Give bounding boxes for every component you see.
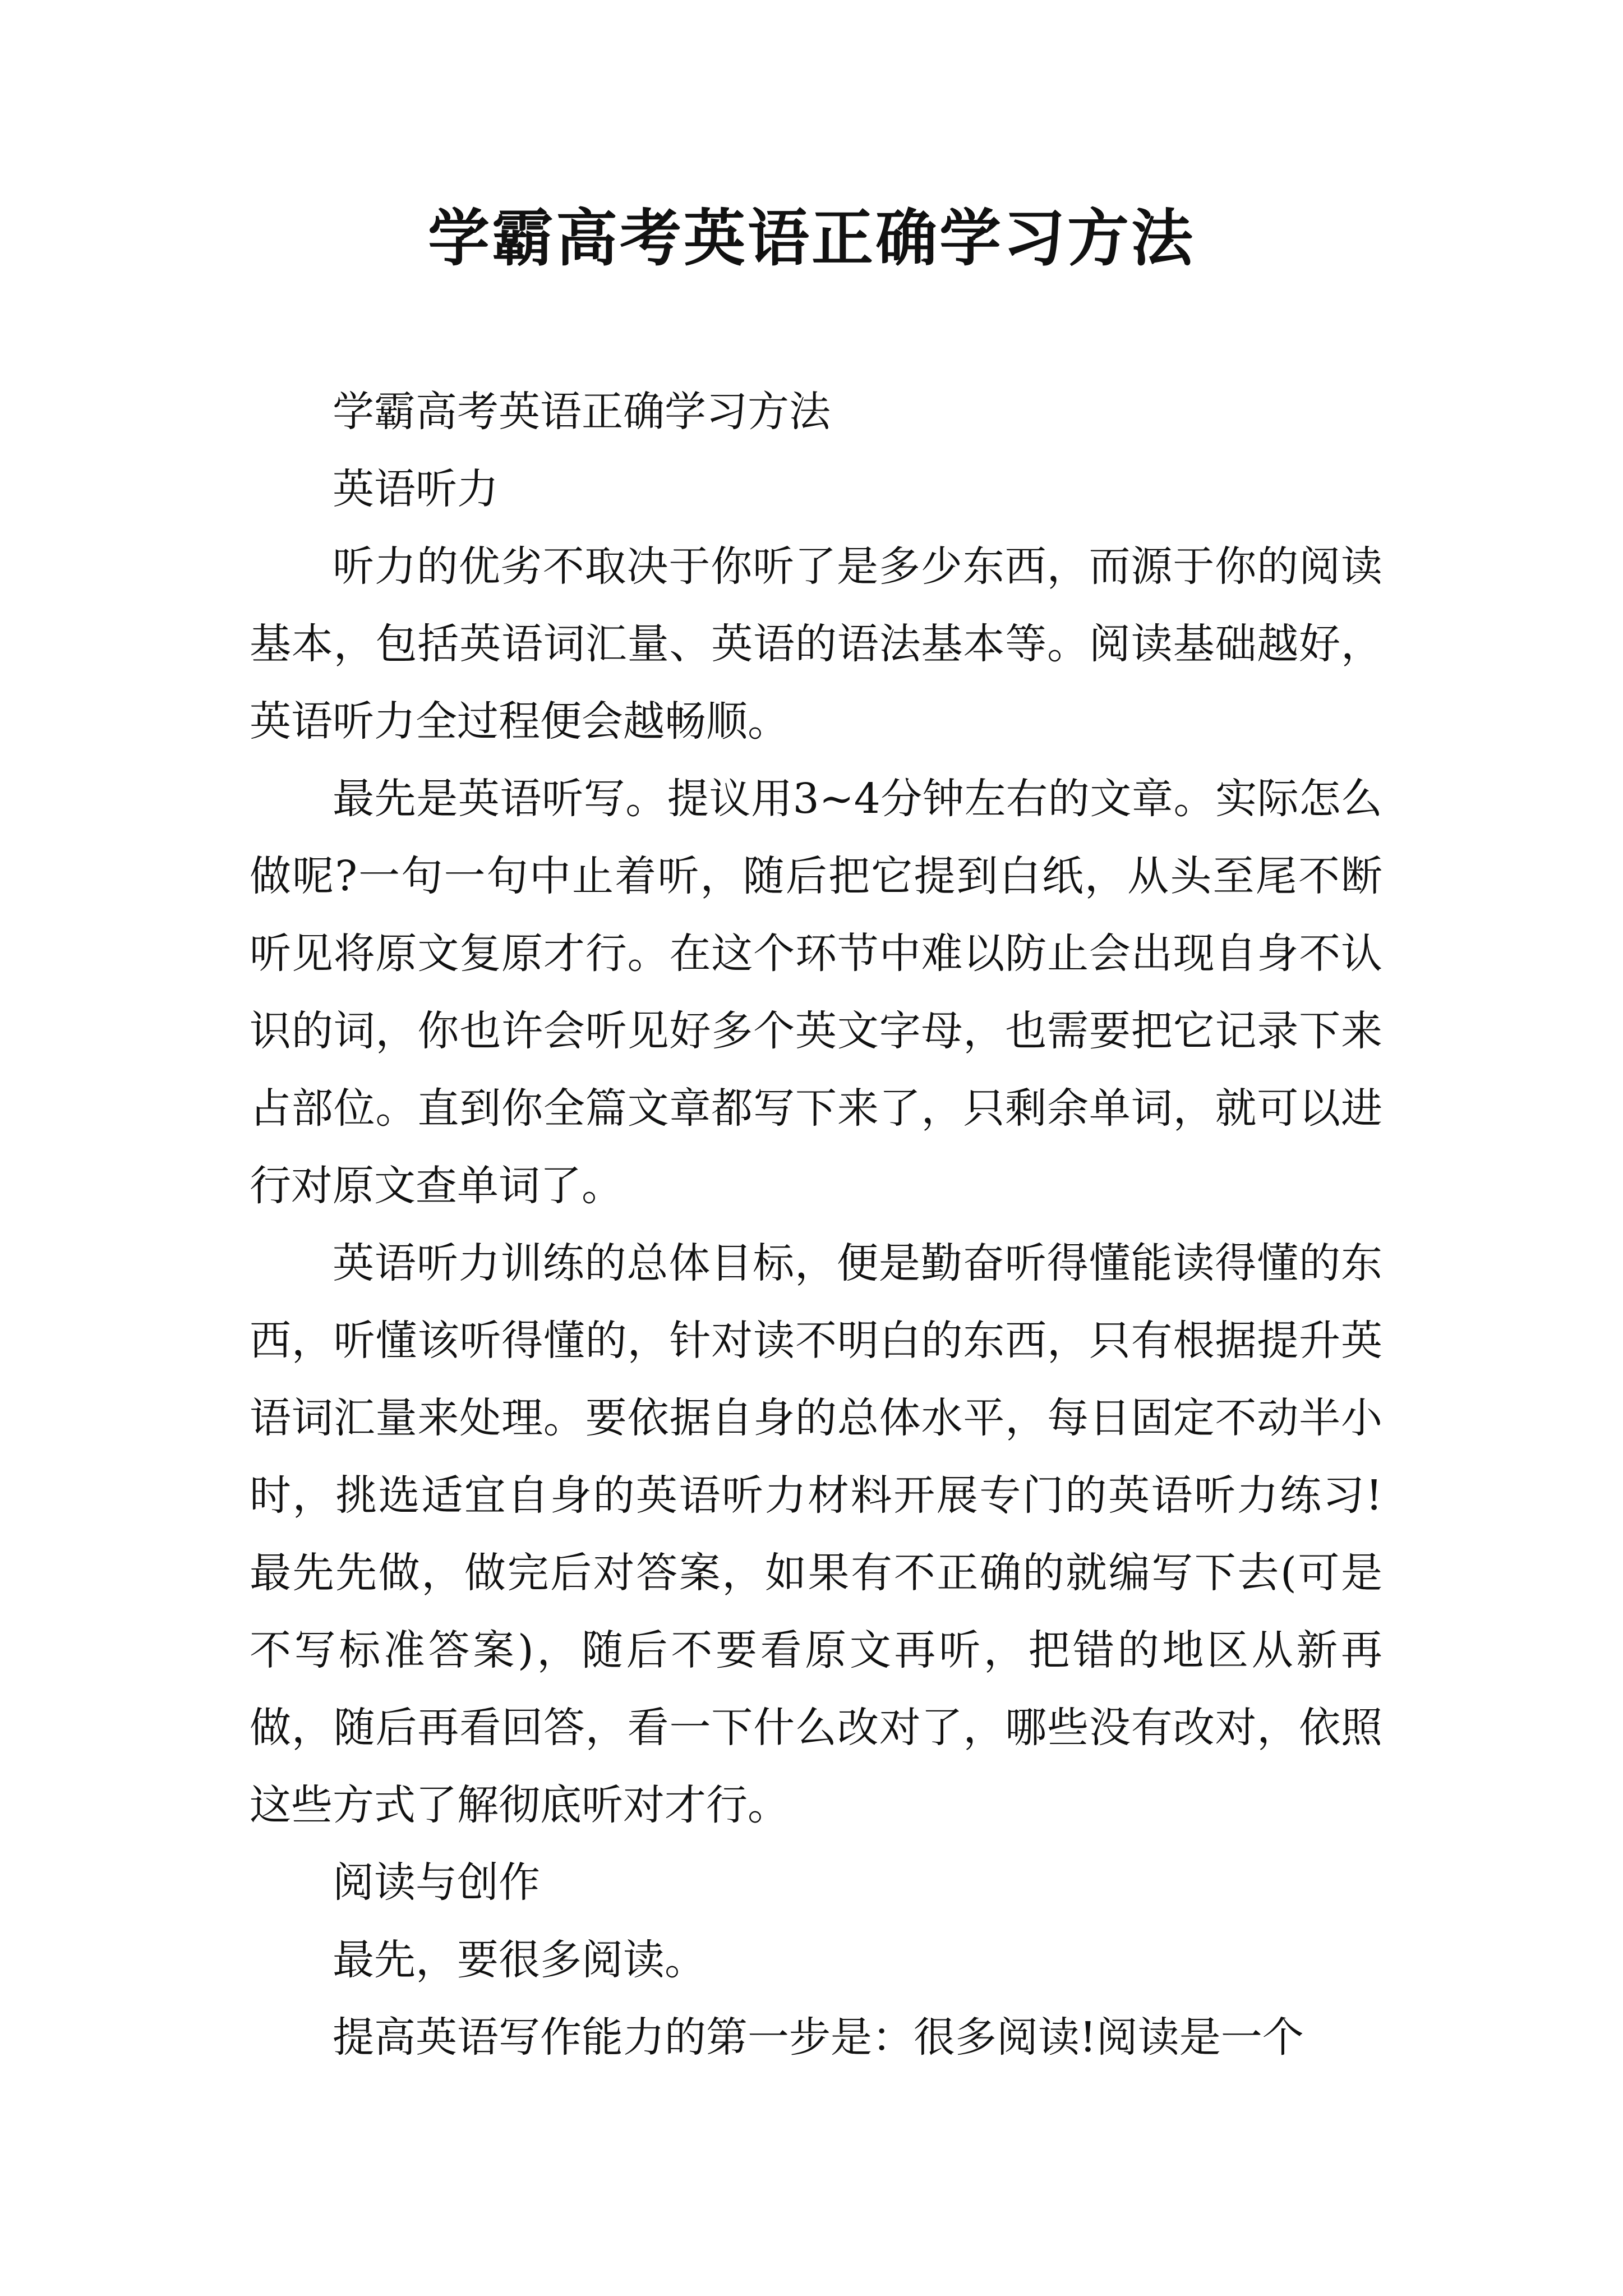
paragraph: 英语听力训练的总体目标，便是勤奋听得懂能读得懂的东西，听懂该听得懂的，针对读不明白的东西，只有根据提升英语词汇量来处理。要依据自身的总体水平，每日固定不动半小时，挑选适宜自身的英语听力材料开展专门的英语听力练习!最先先做，做完后对答案，如果有不正确的就编写下去(可是不写标准答案)，随后不要看原文再听，把错的地区从新再做，随后再看回答，看一下什么改对了，哪些没有改对，依照这些方式了解彻底听对才行。 (250, 1239, 1382, 1829)
heading-reading-writing: 阅读与创作 (333, 1858, 540, 1907)
document-title: 学霸高考英语正确学习方法 (428, 202, 1195, 274)
paragraph: 最先，要很多阅读。 (333, 1936, 706, 1984)
paragraph: 听力的优劣不取决于你听了是多少东西，而源于你的阅读基本，包括英语词汇量、英语的语法基本等。阅读基础越好，英语听力全过程便会越畅顺。 (250, 542, 1382, 746)
document-body (250, 373, 1382, 2076)
paragraph: 最先是英语听写。提议用3~4分钟左右的文章。实际怎么做呢?一句一句中止着听，随后把它提到白纸，从头至尾不断听见将原文复原才行。在这个环节中难以防止会出现自身不认识的词，你也许会听见好多个英文字母，也需要把它记录下来占部位。直到你全篇文章都写下来了，只剩余单词，就可以进行对原文查单词了。 (250, 775, 1382, 1210)
heading-listening: 英语听力 (333, 465, 499, 513)
paragraph-subtitle: 学霸高考英语正确学习方法 (333, 388, 831, 436)
paragraph: 提高英语写作能力的第一步是：很多阅读!阅读是一个 (333, 2013, 1304, 2062)
